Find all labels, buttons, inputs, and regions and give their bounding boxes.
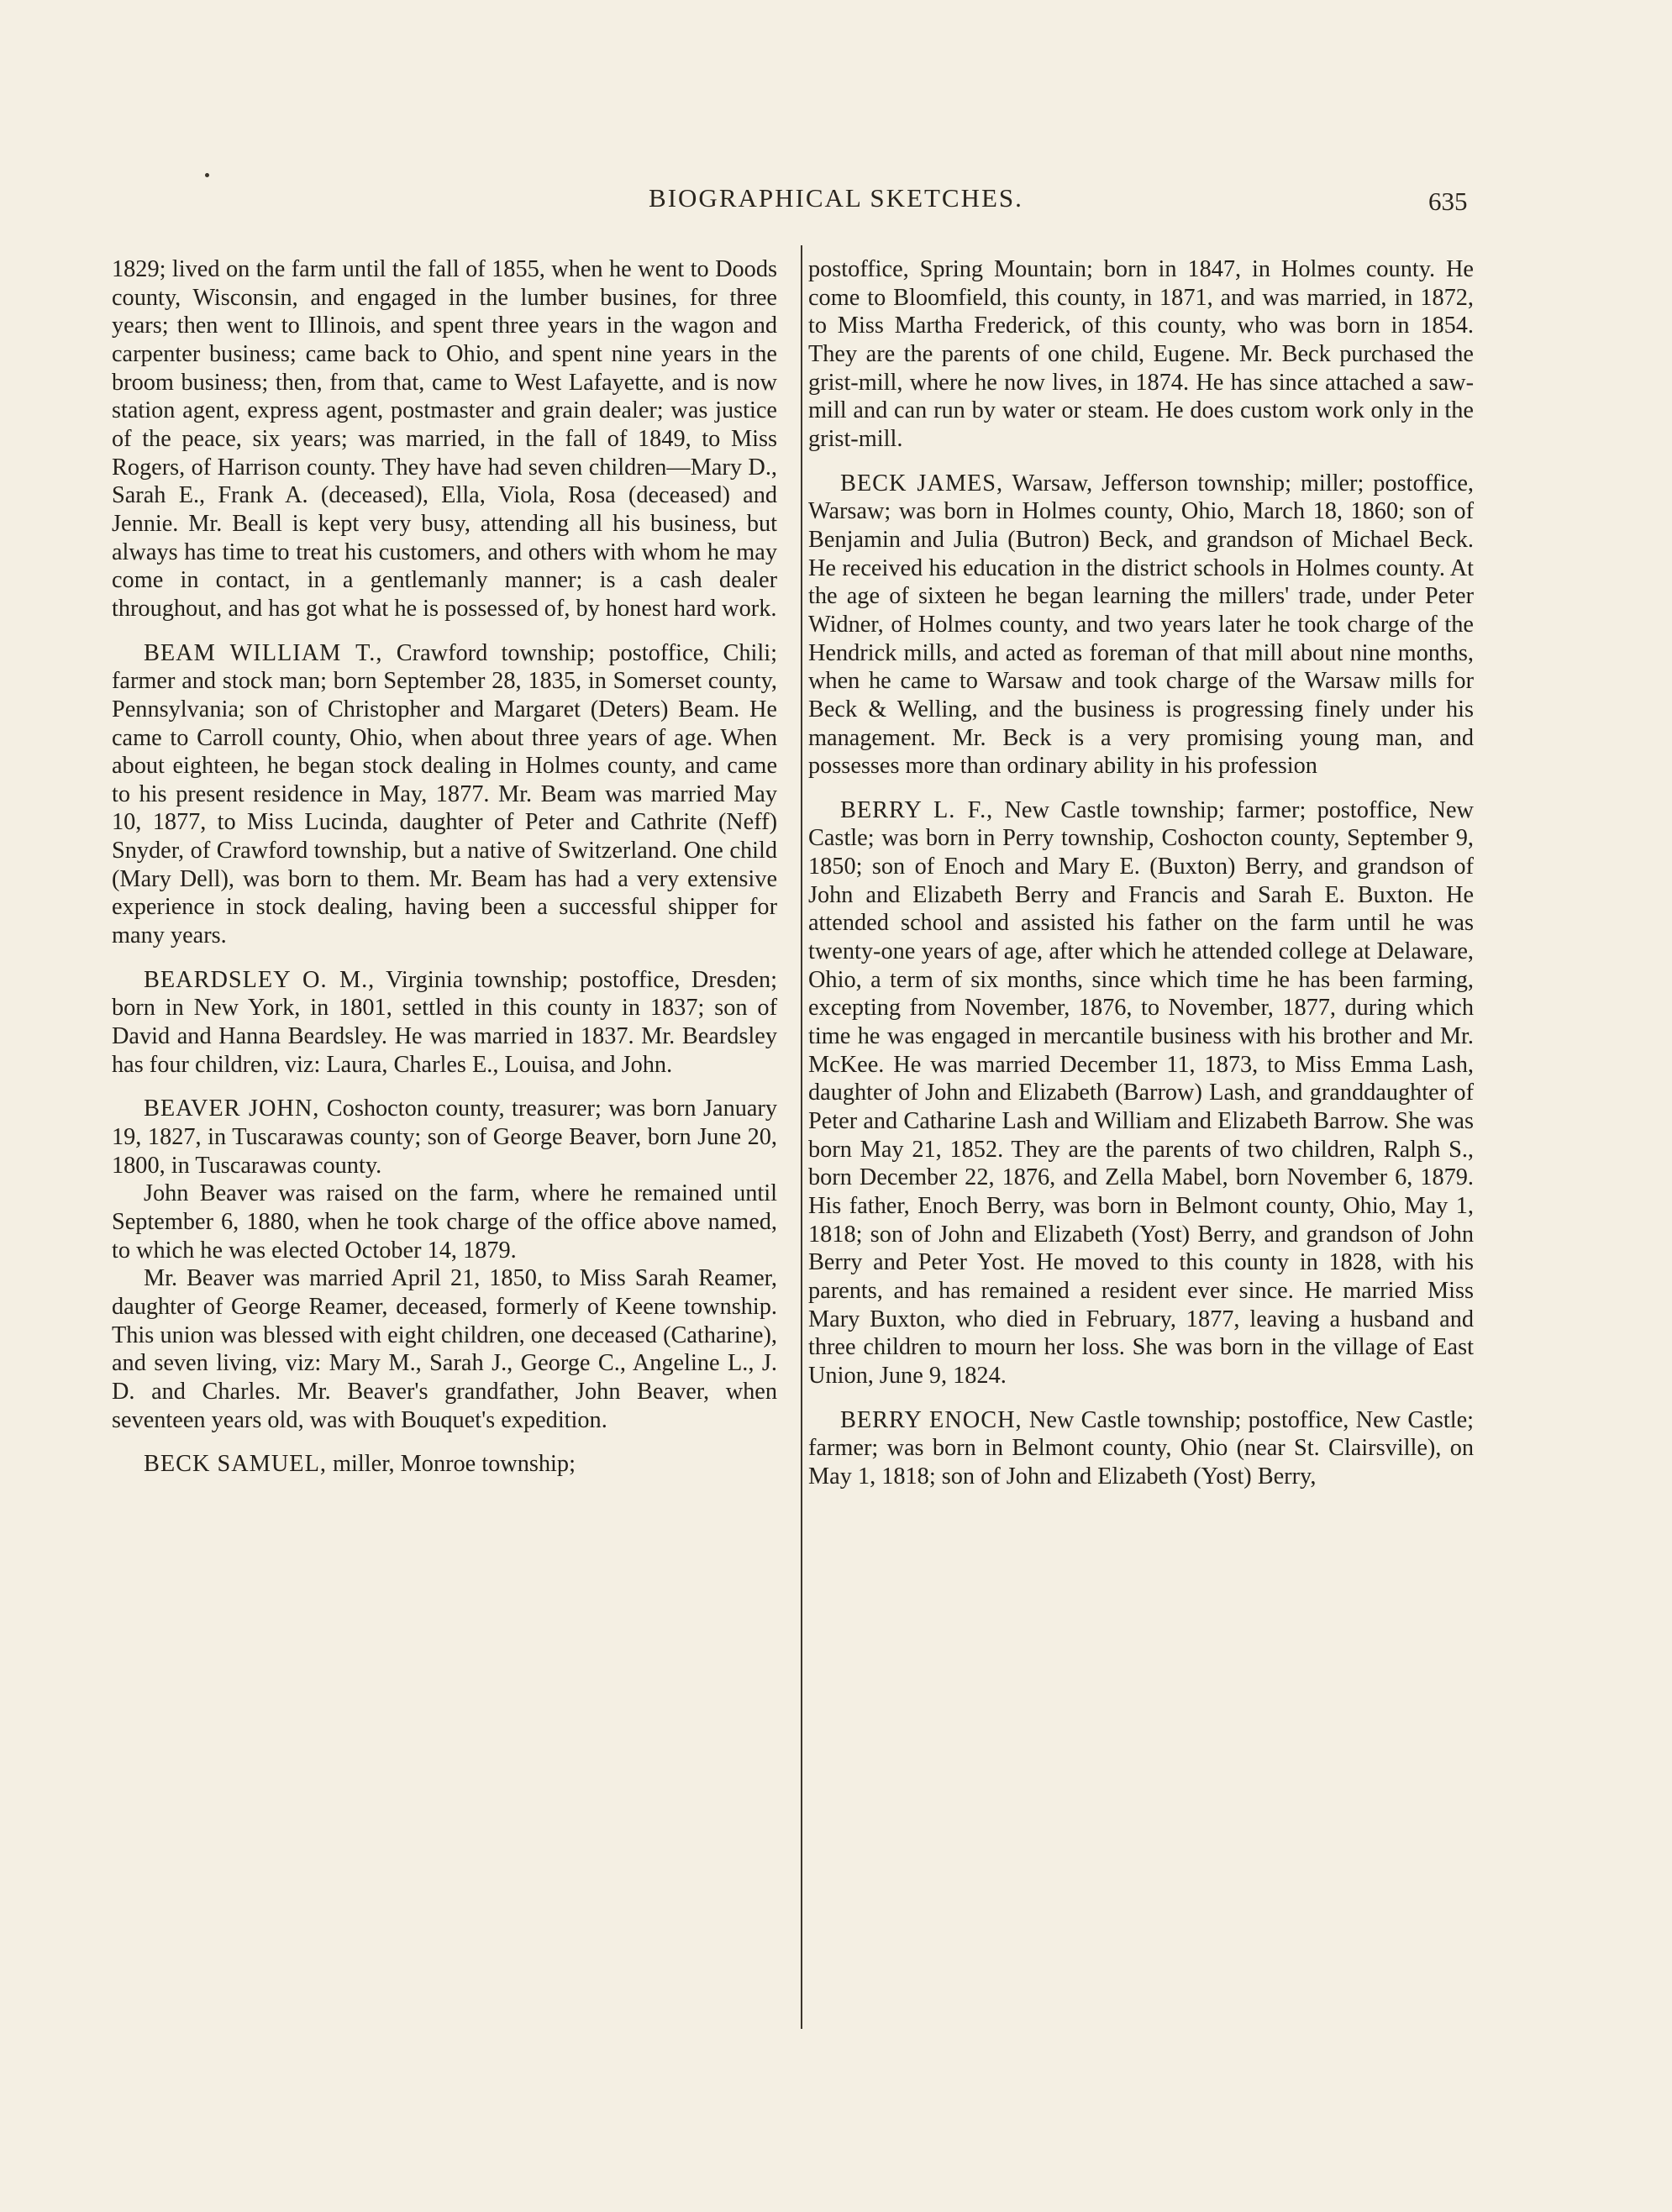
entry-name: BERRY ENOCH, (840, 1406, 1023, 1433)
biography-entry (112, 966, 777, 1080)
paragraph-continued: 1829; lived on the farm until the fall of 1855, when he went to Doods county, Wisconsin, and engaged in the lumber busines, for three years; then went to Illinois, and spent three years in the wagon and carpenter business; came back to Ohio, and spent nine years in the broom business; then, from that, came to West Lafayette, and is now station agent, express agent, postmaster and grain dealer; was justice of the peace, six years; was married, in the fall of 1849, to Miss Rogers, of Harrison county. They have had seven children—Mary D., Sarah E., Frank A. (deceased), Ella, Viola, Rosa (deceased) and Jennie. Mr. Beall is kept very busy, attending all his business, but always has time to treat his customers, and others with whom he may come in contact, in a gentlemanly manner; is a cash dealer throughout, and has got what he is possessed of, by honest hard work. (112, 256, 777, 622)
entry-text: Warsaw, Jefferson township; miller; postoffice, Warsaw; was born in Holmes county, Ohio, March 18, 1860; son of Benjamin and Julia (Butron) Beck, and grandson of Michael Beck. He received his education in the district schools in Holmes county. At the age of sixteen he began learning the millers' trade, under Peter Widner, of Holmes county, and two years later he took charge of the Hendrick mills, and acted as foreman of that mill about nine months, when he came to Warsaw and took charge of the Warsaw mills for Beck & Welling, and the business is progressing finely under his management. Mr. Beck is a very promising young man, and possesses more than ordinary ability in his profession (808, 470, 1474, 780)
column-divider (801, 245, 802, 2029)
paragraph: John Beaver was raised on the farm, where he remained until September 6, 1880, when he took charge of the office above named, to which he was elected October 14, 1879. (112, 1180, 777, 1264)
biography-entry (808, 796, 1474, 1390)
entry-text: Virginia township; postoffice, Dresden; born in New York, in 1801, settled in this county in 1837; son of David and Hanna Beardsley. He was married in 1837. Mr. Beardsley has four children, viz: Laura, Charles E., Louisa, and John. (112, 966, 778, 1078)
entry-text: New Castle township; farmer; postoffice, New Castle; was born in Perry township, Coshocton county, September 9, 1850; son of Enoch and Mary E. (Buxton) Berry, and grandson of John and Elizabeth Berry and Francis and Sarah E. Buxton. He attended school and assisted his father on the farm until he was twenty-one years of age, after which he attended college at Delaware, Ohio, a term of six months, since which time he has been farming, excepting from November, 1876, to November, 1877, during which time he was engaged in mercantile business with his brother and Mr. McKee. He was married December 11, 1873, to Miss Emma Lash, daughter of John and Elizabeth (Barrow) Lash, and granddaughter of Peter and Catharine Lash and William and Elizabeth Barrow. She was born May 21, 1852. They are the parents of two children, Ralph S., born December 22, 1876, and Zella Mabel, born November 6, 1879. His father, Enoch Berry, was born in Belmont county, Ohio, May 1, 1818; son of John and Elizabeth (Yost) Berry, and grandson of John Berry and Peter Yost. He moved to this county in 1828, with his parents, and has remained a resident ever since. He married Miss Mary Buxton, who died in February, 1877, leaving a husband and three children to mourn her loss. She was born in the village of East Union, June 9, 1824. (808, 796, 1474, 1389)
entry-name: BERRY L. F., (840, 796, 994, 823)
paragraph-continued: postoffice, Spring Mountain; born in 1847, in Holmes county. He come to Bloomfield, this county, in 1871, and was married, in 1872, to Miss Martha Frederick, of this county, who was born in 1854. They are the parents of one child, Eugene. Mr. Beck purchased the grist-mill, where he now lives, in 1874. He has since attached a saw-mill and can run by water or steam. He does custom work only in the grist-mill. (808, 256, 1474, 452)
biography-entry (112, 1095, 777, 1180)
ink-speck (205, 173, 209, 177)
right-column (808, 255, 1474, 1491)
left-column (112, 255, 777, 1479)
biography-entry (112, 639, 777, 950)
entry-text: New Castle township; postoffice, New Castle; farmer; was born in Belmont county, Ohio (near St. Clairsville), on May 1, 1818; son of John and Elizabeth (Yost) Berry, (808, 1406, 1474, 1490)
running-header: BIOGRAPHICAL SKETCHES. (649, 183, 1023, 213)
entry-name: BECK JAMES, (840, 470, 1004, 497)
entry-name: BEARDSLEY O. M., (144, 966, 376, 993)
biography-entry (808, 470, 1474, 780)
entry-text: miller, Monroe township; (326, 1451, 576, 1478)
entry-name: BEAM WILLIAM T., (144, 639, 383, 666)
entry-name: BECK SAMUEL, (144, 1451, 327, 1478)
entry-name: BEAVER JOHN, (144, 1095, 320, 1122)
entry-text: Coshocton county, treasurer; was born January 19, 1827, in Tuscarawas county; son of George Beaver, born June 20, 1800, in Tuscarawas county. (112, 1095, 777, 1179)
paragraph: Mr. Beaver was married April 21, 1850, to Miss Sarah Reamer, daughter of George Reamer, deceased, formerly of Keene township. This union was blessed with eight children, one deceased (Catharine), and seven living, viz: Mary M., Sarah J., George C., Angeline L., J. D. and Charles. Mr. Beaver's grandfather, John Beaver, when seventeen years old, was with Bouquet's expedition. (112, 1265, 777, 1433)
entry-text: Crawford township; postoffice, Chili; farmer and stock man; born September 28, 1835, in Somerset county, Pennsylvania; son of Christopher and Margaret (Deters) Beam. He came to Carroll county, Ohio, when about three years of age. When about eighteen, he began stock dealing in Holmes county, and came to his present residence in May, 1877. Mr. Beam was married May 10, 1877, to Miss Lucinda, daughter of Peter and Cathrite (Neff) Snyder, of Crawford township, but a native of Switzerland. One child (Mary Dell), was born to them. Mr. Beam has had a very extensive experience in stock dealing, having been a successful shipper for many years. (112, 639, 777, 949)
biography-entry (808, 1406, 1474, 1491)
page-number: 635 (1428, 187, 1468, 216)
biography-entry (112, 1450, 777, 1479)
